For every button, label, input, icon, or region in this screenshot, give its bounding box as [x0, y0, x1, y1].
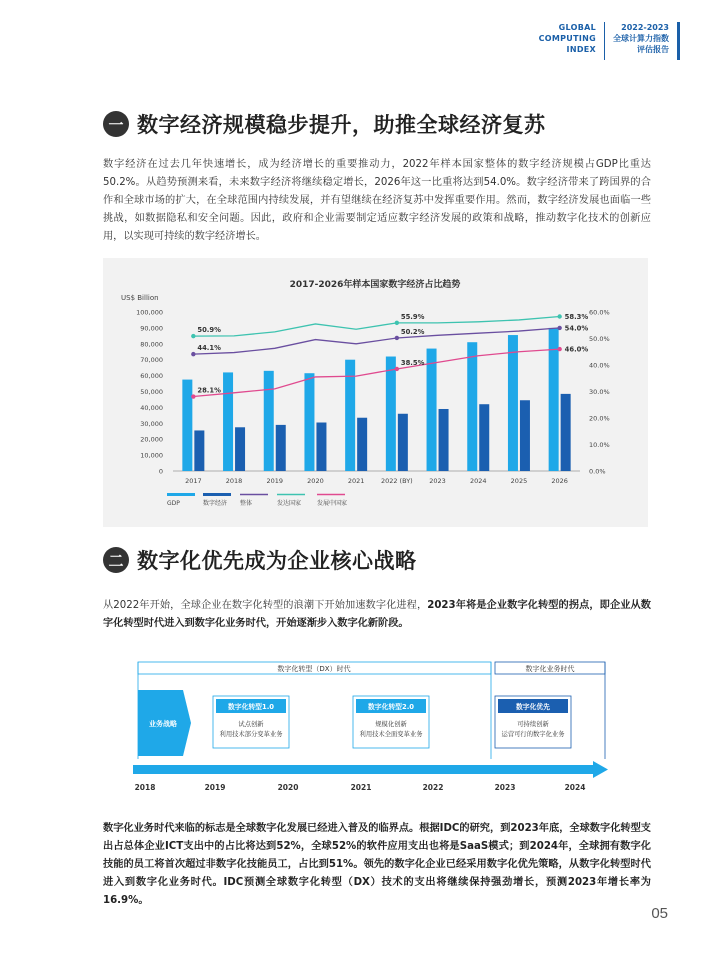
- timeline-bar: [133, 765, 593, 774]
- header-line: COMPUTING: [538, 34, 596, 43]
- bar-gdp: [508, 335, 518, 471]
- bar-gdp: [386, 357, 396, 471]
- bar-gdp: [182, 380, 192, 471]
- chart-title: 2017-2026年样本国家数字经济占比趋势: [289, 280, 461, 290]
- stage-title: 数字化优先: [516, 703, 550, 711]
- section1-paragraph: 数字经济在过去几年快速增长，成为经济增长的重要推动力，2022年样本国家整体的数字经济规模占GDP比重达50.2%。从趋势预测来看，未来数字经济将继续稳定增长，2026年这一比重将达到54.0%。数字经济带来了跨国界的合作和全球市场的扩大，在全球范围内持续发展，并有望继续在经济复苏中发挥重要作用。然而，数字经济发展也面临一些挑战，如数据隐私和安全问题。因此，政府和企业需要制定适应数字经济发展的政策和战略，推动数字化技术的创新应用，以实现可持续的数字经济增长。: [103, 159, 651, 242]
- data-point-marker: [395, 367, 399, 371]
- y-tick-label: 40,000: [140, 403, 163, 412]
- x-tick-label: 2017: [185, 477, 202, 485]
- stage-line: 试点创新: [238, 721, 264, 728]
- report-header: [539, 22, 680, 66]
- legend-swatch: [167, 493, 195, 496]
- y2-tick-label: 50.0%: [589, 335, 610, 343]
- section-heading-1: [103, 109, 546, 139]
- y-tick-label: 0: [158, 467, 163, 476]
- data-label: 55.9%: [400, 312, 425, 321]
- header-line: 评估报告: [637, 45, 669, 54]
- y-tick-label: 90,000: [140, 324, 163, 333]
- x-tick-label: 2025: [510, 477, 528, 485]
- y2-tick-label: 10.0%: [589, 441, 610, 449]
- x-tick-label: 2018: [225, 477, 243, 485]
- strategy-label: 业务战略: [149, 720, 177, 728]
- legend-label: GDP: [167, 500, 180, 507]
- y-tick-label: 30,000: [140, 419, 163, 428]
- bar-gdp: [264, 371, 274, 471]
- stage-line: 利用技术部分变革业务: [219, 731, 283, 738]
- y2-tick-label: 60.0%: [589, 308, 610, 317]
- timeline-diagram: [103, 654, 633, 794]
- bar-digital-economy: [439, 409, 449, 471]
- series-line: [193, 328, 559, 354]
- header-accent-bar: [677, 22, 680, 60]
- stage-title: 数字化转型2.0: [367, 703, 415, 711]
- legend-label: 发达国家: [277, 500, 302, 507]
- section-number-badge: 一: [103, 111, 129, 137]
- timeline-arrowhead: [593, 761, 608, 778]
- bar-digital-economy: [194, 430, 204, 471]
- bar-digital-economy: [561, 394, 571, 471]
- paragraph-normal-text: 从2022年开始，全球企业在数字化转型的浪潮下开始加速数字化进程，: [103, 600, 428, 611]
- stage-line: 可持续创新: [517, 721, 549, 728]
- legend-label: 整体: [240, 500, 253, 507]
- timeline-svg: [103, 654, 633, 794]
- page-number: 05: [651, 905, 668, 922]
- data-label: 46.0%: [564, 345, 589, 354]
- y-tick-label: 10,000: [140, 451, 163, 460]
- y-tick-label: 80,000: [140, 340, 163, 349]
- bar-digital-economy: [316, 423, 326, 471]
- data-label: 50.9%: [197, 326, 221, 335]
- era-dx-label: 数字化转型（DX）时代: [277, 665, 351, 673]
- section-number-badge: 二: [103, 547, 129, 573]
- section-title: 数字经济规模稳步提升，助推全球经济复苏: [137, 113, 546, 137]
- header-line: INDEX: [566, 45, 596, 54]
- header-line: GLOBAL: [558, 23, 596, 32]
- data-point-marker: [557, 314, 561, 318]
- data-label: 58.3%: [564, 313, 589, 322]
- timeline-year: 2024: [564, 783, 586, 792]
- data-label: 28.1%: [197, 386, 221, 395]
- x-tick-label: 2019: [266, 477, 284, 485]
- data-point-marker: [191, 334, 195, 338]
- data-point-marker: [557, 326, 561, 330]
- timeline-year: 2020: [277, 783, 299, 792]
- x-tick-label: 2020: [307, 477, 324, 485]
- bar-gdp: [427, 349, 437, 471]
- timeline-year: 2019: [204, 783, 226, 792]
- timeline-year: 2023: [494, 783, 516, 792]
- section-title: 数字化优先成为企业核心战略: [137, 549, 417, 573]
- bar-digital-economy: [235, 427, 245, 471]
- legend-label: 发展中国家: [317, 500, 348, 507]
- bar-gdp: [223, 372, 233, 471]
- bar-gdp: [304, 373, 314, 471]
- y-tick-label: 100,000: [136, 308, 163, 317]
- timeline-year: 2021: [350, 783, 372, 792]
- y-tick-label: 60,000: [140, 372, 163, 381]
- legend-label: 数字经济: [203, 500, 228, 507]
- bar-digital-economy: [276, 425, 286, 471]
- digital-economy-chart: [103, 258, 648, 527]
- bar-digital-economy: [520, 400, 530, 471]
- series-line: [193, 317, 559, 337]
- data-point-marker: [395, 321, 399, 325]
- y2-tick-label: 0.0%: [589, 467, 606, 476]
- data-label: 44.1%: [197, 344, 221, 353]
- x-tick-label: 2021: [347, 477, 365, 485]
- y-tick-label: 20,000: [140, 435, 163, 444]
- data-label: 54.0%: [564, 324, 589, 333]
- y2-tick-label: 20.0%: [589, 414, 610, 423]
- data-label: 38.5%: [400, 358, 425, 367]
- bar-digital-economy: [357, 418, 367, 471]
- stage-line: 利用技术全面变革业务: [359, 731, 423, 738]
- data-point-marker: [395, 336, 399, 340]
- paragraph-bold-text: 2023年将是企业数字化转型的拐点，即企业从数字化转型时代进入到数字化业务时代，开始逐渐步入数字化新阶段。: [103, 600, 651, 629]
- data-point-marker: [191, 394, 195, 398]
- stage-title: 数字化转型1.0: [227, 703, 275, 711]
- section-heading-2: [103, 545, 417, 575]
- header-line: 全球计算力指数: [613, 34, 669, 43]
- y-tick-label: 50,000: [140, 388, 163, 396]
- series-line: [193, 349, 559, 396]
- y-tick-label: 70,000: [140, 356, 163, 365]
- timeline-year: 2018: [134, 783, 156, 792]
- data-point-marker: [191, 352, 195, 356]
- legend-swatch: [203, 493, 231, 496]
- data-point-marker: [557, 347, 561, 351]
- header-index-name: [539, 22, 604, 55]
- timeline-year: 2022: [422, 783, 444, 792]
- header-line: 2022-2023: [621, 23, 669, 32]
- bar-digital-economy: [479, 404, 489, 471]
- x-tick-label: 2024: [469, 477, 487, 485]
- section3-paragraph: 数字化业务时代来临的标志是全球数字化发展已经进入普及的临界点。根据IDC的研究，到2023年底，全球数字化转型支出占总体企业ICT支出中的占比将达到52%，全球52%的软件应用支出也将是SaaS模式；到2024年，全球拥有数字化技能的员工将首次超过非数字化技能员工，占比到51%。领先的数字化企业已经采用数字化优先策略，从数字化转型时代进入到数字化业务时代。IDC预测全球数字化转型（DX）技术的支出将继续保持强劲增长，预测2023年增长率为16.9%。: [103, 823, 651, 906]
- x-tick-label: 2022 (BY): [380, 477, 413, 485]
- bar-gdp: [467, 342, 477, 471]
- era-business-label: 数字化业务时代: [525, 665, 575, 673]
- bar-digital-economy: [398, 414, 408, 471]
- y-axis-label: US$ Billion: [121, 294, 159, 302]
- y2-tick-label: 30.0%: [589, 388, 610, 396]
- section2-paragraph: [103, 597, 651, 633]
- header-report-title: [605, 22, 677, 55]
- stage-line: 运营可行的数字化业务: [501, 731, 565, 738]
- data-label: 50.2%: [400, 327, 425, 336]
- x-tick-label: 2026: [551, 477, 568, 485]
- y2-tick-label: 40.0%: [589, 361, 610, 370]
- stage-line: 规模化创新: [375, 721, 407, 728]
- x-tick-label: 2023: [429, 477, 446, 485]
- chart-container: [103, 258, 648, 527]
